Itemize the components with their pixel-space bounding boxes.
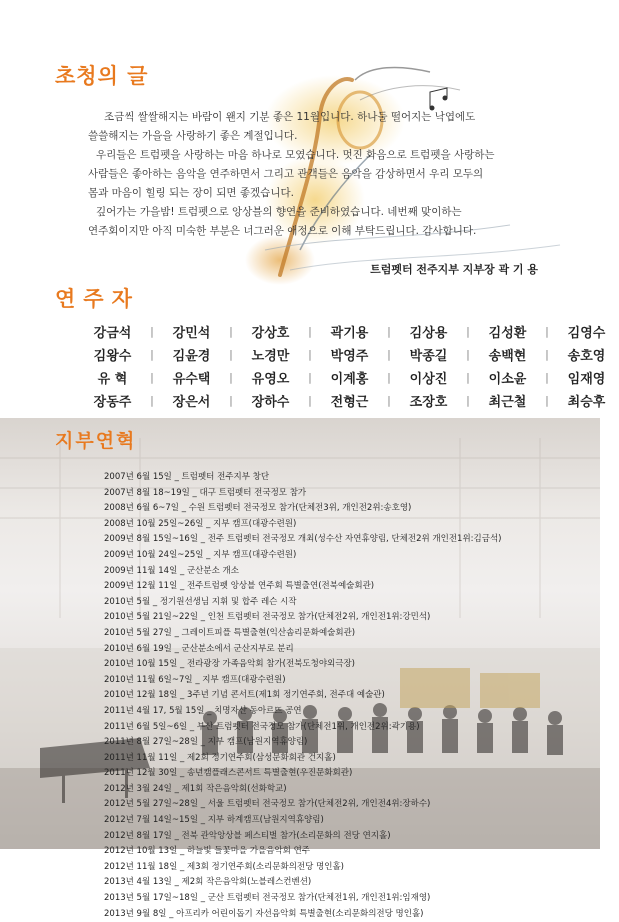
member-separator: | bbox=[150, 394, 154, 407]
history-entry: 2010년 6월 19일 _ 군산분소에서 군산지부로 분리 bbox=[104, 643, 294, 654]
member-separator: | bbox=[229, 325, 233, 338]
letter-line: 연주회이지만 아직 미숙한 부분은 너그러운 애정으로 이해 부탁드립니다. 감사합니다. bbox=[88, 225, 477, 237]
member-separator: | bbox=[545, 371, 549, 384]
member-separator: | bbox=[229, 394, 233, 407]
member-name: 강금석 bbox=[93, 326, 132, 341]
history-entry: 2007년 6월 15일 _ 트럼펫터 전주지부 창단 bbox=[104, 472, 270, 482]
history-entry: 2010년 12월 18일 _ 3주년 기념 콘서트(제1회 정기연주회, 전주대 예술관) bbox=[104, 690, 385, 701]
history-title: 지부연혁 bbox=[55, 430, 137, 452]
member-name: 최근철 bbox=[488, 395, 527, 410]
history-entry: 2010년 11월 6일~7일 _ 지부 캠프(대광수련원) bbox=[104, 674, 286, 685]
letter-line: 깊어가는 가을밤! 트럼펫으로 앙상블의 향연을 준비하였습니다. 네번째 맞이하는 bbox=[96, 206, 462, 218]
member-name: 조장호 bbox=[409, 395, 448, 410]
member-name: 김윤경 bbox=[172, 349, 211, 364]
letter-line: 몸과 마음이 힐링 되는 장이 되면 좋겠습니다. bbox=[88, 187, 294, 199]
member-separator: | bbox=[150, 371, 154, 384]
member-name: 박영주 bbox=[330, 349, 369, 364]
member-name: 노경만 bbox=[251, 349, 290, 364]
history-entry: 2009년 11월 14일 _ 군산분소 개소 bbox=[104, 565, 239, 576]
history-entry: 2012년 5월 27일~28일 _ 서울 트럼펫터 전국정모 참가(단체전2위, 개인전4위:장하수) bbox=[104, 799, 431, 810]
history-entry: 2010년 5월 21일~22일 _ 인천 트럼펫터 전국정모 참가(단체전2위, 개인전1위:강민석) bbox=[104, 612, 431, 623]
invite-title: 초청의 글 bbox=[55, 64, 149, 88]
member-name: 전형근 bbox=[330, 395, 369, 410]
history-entry: 2012년 10월 13일 _ 하늘빛 들꽃마을 가을음악회 연주 bbox=[104, 846, 311, 857]
member-name: 송호영 bbox=[567, 349, 606, 364]
member-name: 강상호 bbox=[251, 326, 290, 341]
member-name: 이소윤 bbox=[488, 372, 527, 387]
history-entry: 2008년 6월 6~7일 _ 수원 트럼펫터 전국정모 참가(단체전3위, 개인전2위:송호영) bbox=[104, 503, 412, 514]
member-name: 송백현 bbox=[488, 349, 527, 364]
member-separator: | bbox=[229, 348, 233, 361]
member-name: 김상용 bbox=[409, 326, 448, 341]
member-name: 유영오 bbox=[251, 372, 290, 387]
history-entry: 2009년 8월 15일~16일 _ 전주 트럼펫터 전국정모 개최(성수산 자연휴양림, 단체전2위 개인전1위:김금석) bbox=[104, 534, 502, 545]
member-separator: | bbox=[387, 394, 391, 407]
member-name: 장동주 bbox=[93, 395, 132, 410]
history-entry: 2012년 11월 18일 _ 제3회 정기연주회(소리문화의전당 명인홀) bbox=[104, 861, 344, 872]
member-separator: | bbox=[229, 371, 233, 384]
history-entry: 2010년 5월 27일 _ 그레이트피플 특별출현(익산솜리문화예술회관) bbox=[104, 627, 356, 638]
member-name: 유 혁 bbox=[97, 372, 128, 387]
history-entry: 2011년 4월 17, 5월 15일 _ 치명자산 동아르뜨 공연 bbox=[104, 705, 302, 716]
member-separator: | bbox=[150, 348, 154, 361]
member-name: 이상진 bbox=[409, 372, 448, 387]
member-row bbox=[80, 389, 619, 412]
history-entry: 2013년 5월 17일~18일 _ 군산 트럼펫터 전국정모 참가(단체전1위, 개인전1위:임재영) bbox=[104, 893, 431, 904]
member-row bbox=[80, 366, 619, 389]
member-row bbox=[80, 320, 619, 343]
history-entry: 2012년 8월 17일 _ 전북 관악앙상블 페스티벌 참가(소리문화의 전당 연지홀) bbox=[104, 830, 391, 841]
history-entry: 2011년 12월 30일 _ 송년캠플래스콘서트 특별출현(우진문화회관) bbox=[104, 768, 353, 779]
member-name: 강민석 bbox=[172, 326, 211, 341]
member-separator: | bbox=[387, 348, 391, 361]
member-name: 장하수 bbox=[251, 395, 290, 410]
letter-line: 조금씩 쌀쌀해지는 바람이 왠지 기분 좋은 11월입니다. 하나둘 떨어지는 낙엽에도 bbox=[104, 111, 476, 123]
history-entry: 2013년 4월 13일 _ 제2회 작은음악회(노블레스컨벤션) bbox=[104, 877, 312, 888]
member-separator: | bbox=[466, 348, 470, 361]
letter-line: 쓸쓸해지는 가을을 사랑하기 좋은 계절입니다. bbox=[88, 130, 298, 142]
history-entry: 2011년 6월 5일~6일 _ 부산 트럼펫터 전국정모 참가(단체전1위, 개인전2위:곽기용) bbox=[104, 721, 420, 732]
member-separator: | bbox=[545, 394, 549, 407]
member-name: 김성환 bbox=[488, 326, 527, 341]
member-name: 김왕수 bbox=[93, 349, 132, 364]
member-separator: | bbox=[308, 325, 312, 338]
history-entry: 2009년 12월 11일 _ 전주트럼펫 앙상블 연주회 특별출연(전북예술회관) bbox=[104, 581, 375, 592]
history-entry: 2011년 11월 11일 _ 제2회 정기연주회(삼성문화회관 건지홀) bbox=[104, 752, 336, 763]
member-separator: | bbox=[545, 348, 549, 361]
history-entry: 2011년 8월 27일~28일 _ 지부 캠프(남원지역휴양림) bbox=[104, 737, 308, 748]
invitation-letter bbox=[88, 108, 568, 241]
history-timeline bbox=[104, 470, 501, 922]
member-name: 김영수 bbox=[567, 326, 606, 341]
member-separator: | bbox=[308, 371, 312, 384]
history-section bbox=[0, 418, 600, 919]
history-entry: 2008년 10월 25일~26일 _ 지부 캠프(대광수련원) bbox=[104, 518, 297, 529]
member-separator: | bbox=[466, 371, 470, 384]
letter-line: 사람들은 좋아하는 음악을 연주하면서 그리고 관객들은 음악을 감상하면서 우리 모두의 bbox=[88, 168, 484, 180]
history-entry: 2010년 10월 15일 _ 전라광장 가족음악회 참가(전북도청야외극장) bbox=[104, 659, 356, 670]
signature: 트럼펫터 전주지부 지부장 곽 기 용 bbox=[370, 263, 538, 276]
member-separator: | bbox=[545, 325, 549, 338]
history-entry: 2009년 10월 24일~25일 _ 지부 캠프(대광수련원) bbox=[104, 549, 297, 560]
member-name: 최승후 bbox=[567, 395, 606, 410]
member-separator: | bbox=[308, 394, 312, 407]
member-name: 임재영 bbox=[567, 372, 606, 387]
member-separator: | bbox=[466, 394, 470, 407]
member-name: 이계홍 bbox=[330, 372, 369, 387]
letter-line: 우리들은 트럼펫을 사랑하는 마음 하나로 모였습니다. 멋진 화음으로 트럼펫을 사랑하는 bbox=[96, 149, 495, 161]
member-name: 유수택 bbox=[172, 372, 211, 387]
member-row bbox=[80, 343, 619, 366]
member-separator: | bbox=[387, 371, 391, 384]
member-separator: | bbox=[466, 325, 470, 338]
member-separator: | bbox=[150, 325, 154, 338]
history-entry: 2007년 8월 18~19일 _ 대구 트럼펫터 전국정모 참가 bbox=[104, 487, 307, 498]
member-name: 곽기용 bbox=[330, 326, 369, 341]
history-entry: 2013년 9월 8일 _ 아프리카 어린이돕기 자선음악회 특별출현(소리문화의전당 명인홀) bbox=[104, 908, 424, 919]
member-name: 장은서 bbox=[172, 395, 211, 410]
member-separator: | bbox=[308, 348, 312, 361]
history-entry: 2012년 7월 14일~15일 _ 지부 하계캠프(남원지역휴양림) bbox=[104, 815, 324, 826]
member-name: 박종길 bbox=[409, 349, 448, 364]
history-entry: 2012년 3월 24일 _ 제1회 작은음악회(선화학교) bbox=[104, 783, 287, 794]
members-title: 연주자 bbox=[55, 287, 140, 311]
member-separator: | bbox=[387, 325, 391, 338]
history-entry: 2010년 5월 _ 정기원선생님 지휘 및 합주 레슨 시작 bbox=[104, 596, 297, 607]
member-grid bbox=[80, 320, 619, 412]
